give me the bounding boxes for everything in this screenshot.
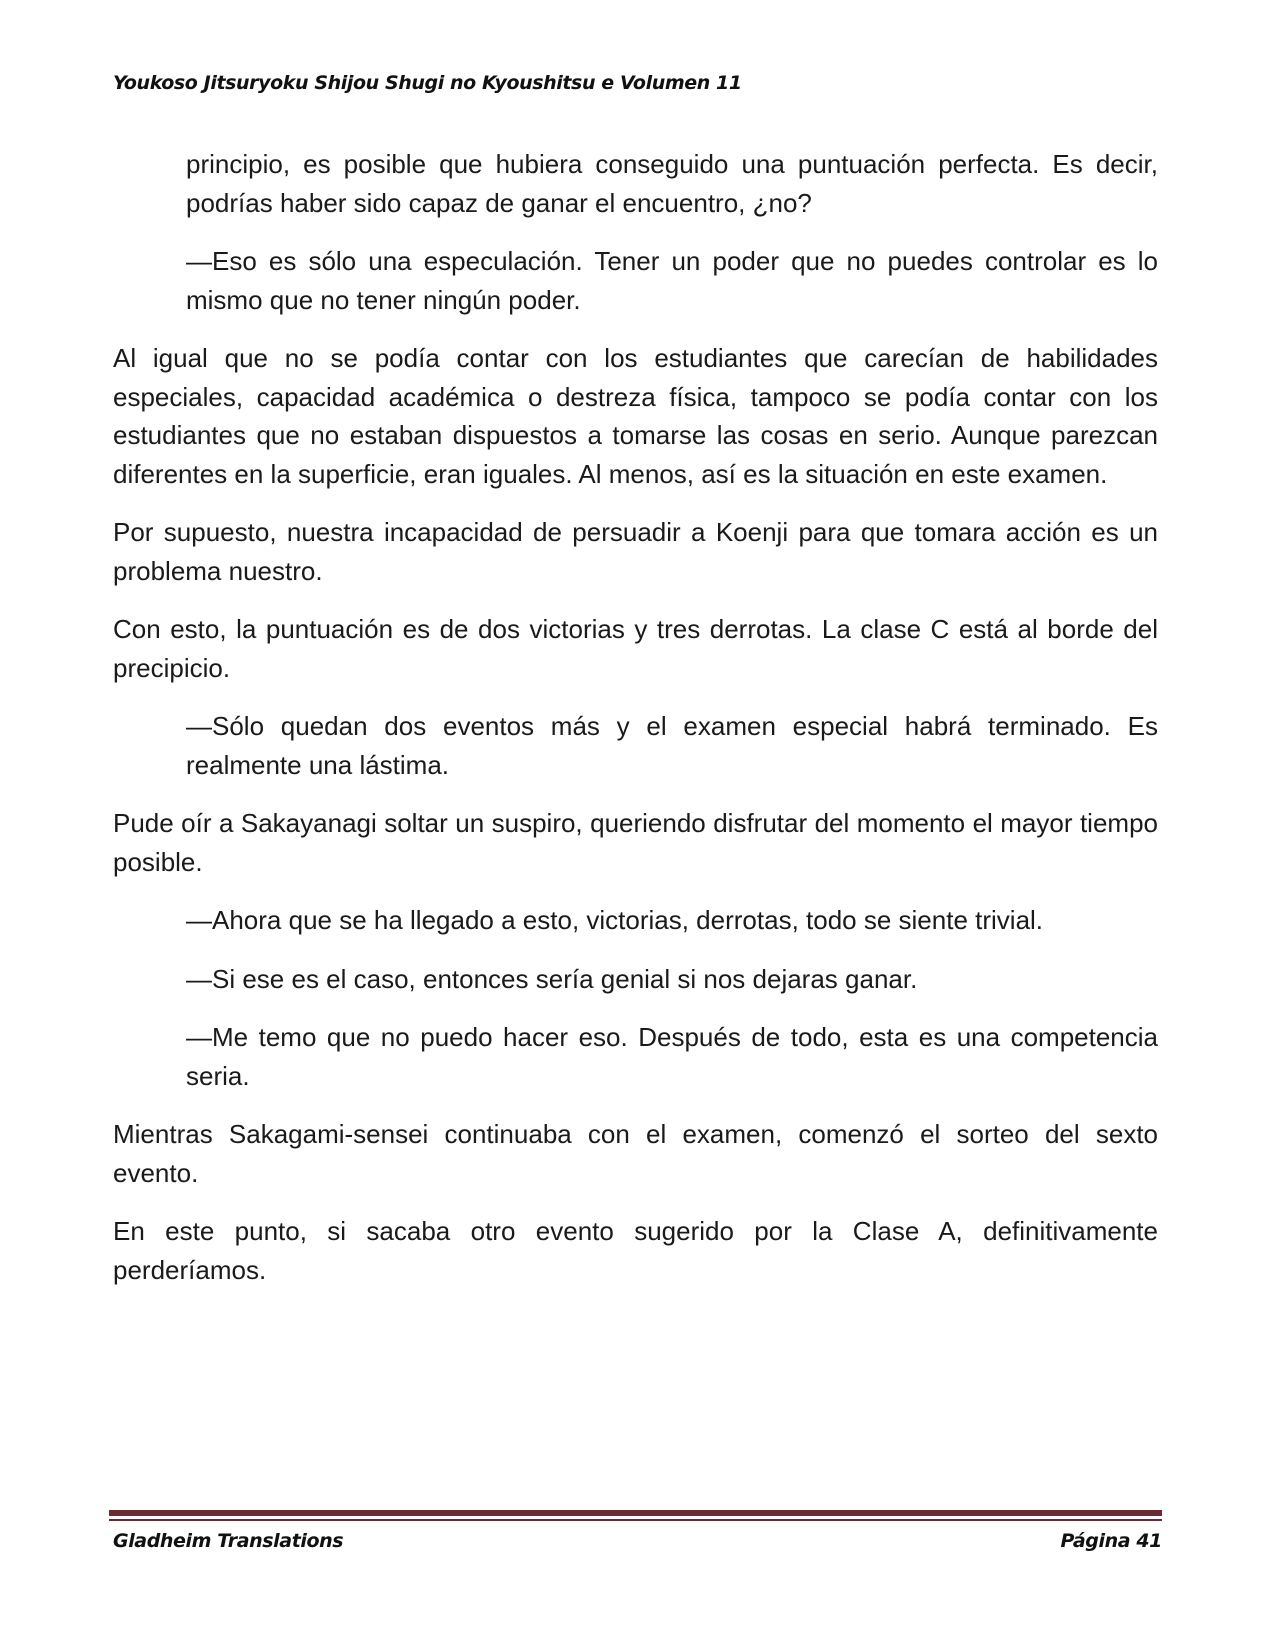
paragraph-1: principio, es posible que hubiera conseguido una puntuación perfecta. Es decir, podrías haber sido capaz de ganar el encuentro, ¿no? [186,149,1158,218]
paragraph-12: En este punto, si sacaba otro evento sugerido por la Clase A, definitivamente perderíamos. [113,1216,1158,1285]
running-header: Youkoso Jitsuryoku Shijou Shugi no Kyoushitsu e Volumen 11 [113,72,742,94]
footer-rule-thick [109,1510,1162,1516]
footer-translator: Gladheim Translations [113,1530,344,1552]
paragraph-2: —Eso es sólo una especulación. Tener un poder que no puedes controlar es lo mismo que no tener ningún poder. [186,246,1158,315]
page-body [113,145,1158,1309]
paragraph-10: —Me temo que no puedo hacer eso. Después de todo, esta es una competencia seria. [186,1022,1158,1091]
footer-rule-thin [109,1519,1162,1521]
paragraph-4: Por supuesto, nuestra incapacidad de persuadir a Koenji para que tomara acción es un problema nuestro. [113,517,1158,586]
paragraph-8: —Ahora que se ha llegado a esto, victorias, derrotas, todo se siente trivial. [186,905,1044,935]
paragraph-9: —Si ese es el caso, entonces sería genial si nos dejaras ganar. [186,963,918,994]
footer-page-number: Página 41 [1060,1530,1162,1552]
paragraph-11: Mientras Sakagami-sensei continuaba con el examen, comenzó el sorteo del sexto evento. [113,1119,1158,1188]
paragraph-3: Al igual que no se podía contar con los estudiantes que carecían de habilidades especiales, capacidad académica o destreza física, tampoco se podía contar con los estudiantes que no estaban dispuestos a tomarse las cosas en serio. Aunque parezcan diferentes en la superficie, eran iguales. Al menos, así es la situación en este examen. [113,343,1158,489]
paragraph-5: Con esto, la puntuación es de dos victorias y tres derrotas. La clase C está al borde del precipicio. [113,614,1158,683]
paragraph-7: Pude oír a Sakayanagi soltar un suspiro, queriendo disfrutar del momento el mayor tiempo posible. [113,808,1158,877]
paragraph-6: —Sólo quedan dos eventos más y el examen especial habrá terminado. Es realmente una lástima. [186,711,1158,780]
